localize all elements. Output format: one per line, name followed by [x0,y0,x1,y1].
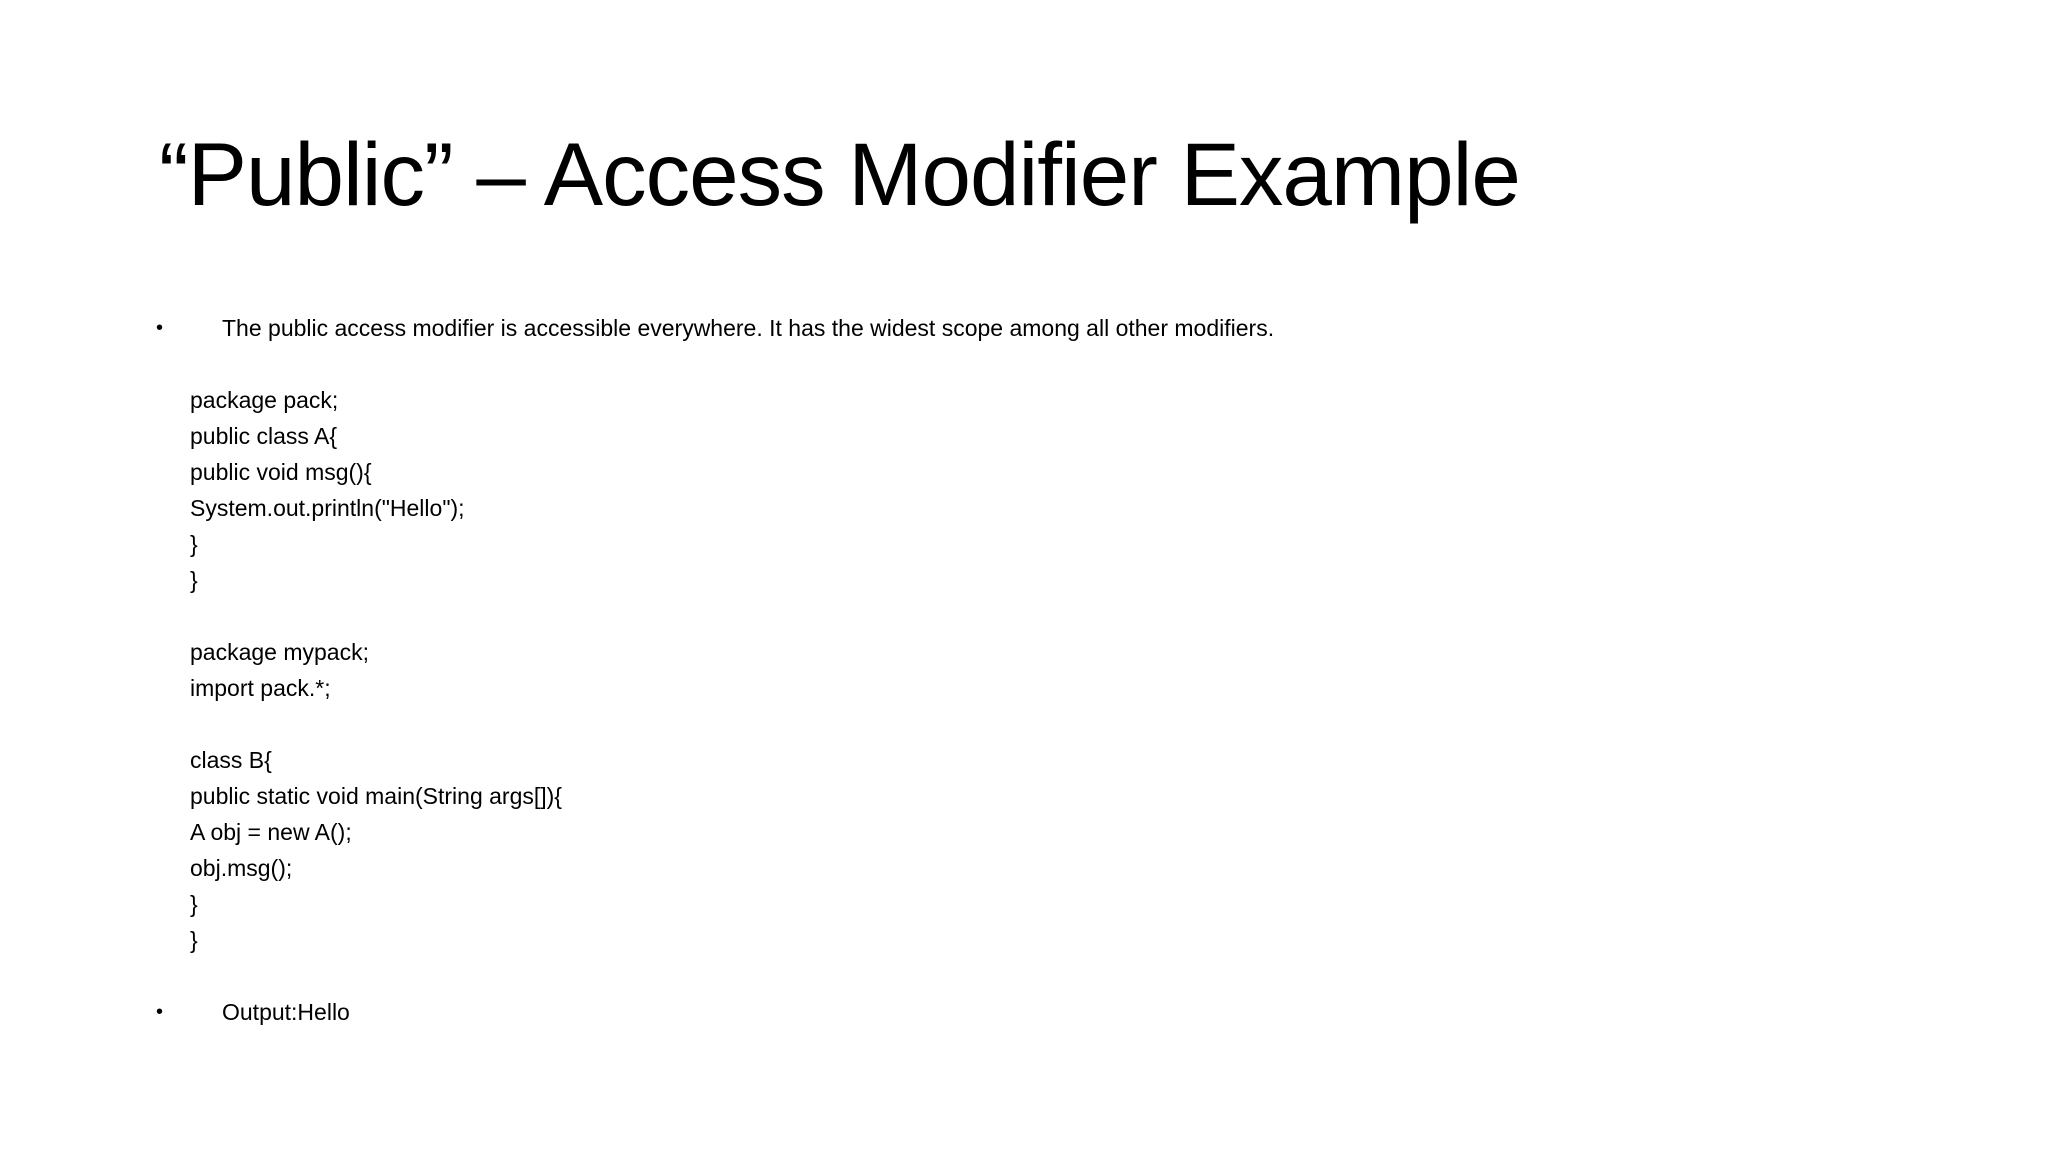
code-line: } [190,567,198,593]
code-block [190,382,1950,958]
bullet-text: The public access modifier is accessible everywhere. It has the widest scope among all other modifiers. [222,315,1275,341]
code-line: public void msg(){ [190,459,372,485]
code-line: package pack; [190,387,339,413]
bullet-text: Output:Hello [222,999,350,1025]
code-line: public static void main(String args[]){ [190,783,562,809]
bullet-item-output [150,994,1950,1030]
code-line: } [190,927,198,953]
code-line: import pack.*; [190,675,331,701]
slide-body [150,310,1950,1030]
code-line [190,598,1950,634]
code-line: } [190,891,198,917]
code-line: obj.msg(); [190,855,293,881]
slide-title: “Public” – Access Modifier Example [159,124,1520,224]
code-line: public class A{ [190,423,338,449]
code-line: class B{ [190,747,272,773]
code-line: System.out.println("Hello"); [190,495,465,521]
code-line: A obj = new A(); [190,819,352,845]
code-line: package mypack; [190,639,369,665]
code-line: } [190,531,198,557]
code-line [190,706,1950,742]
bullet-item-description [150,310,1950,346]
bullet-icon: • [156,317,164,339]
bullet-icon: • [156,1001,164,1023]
